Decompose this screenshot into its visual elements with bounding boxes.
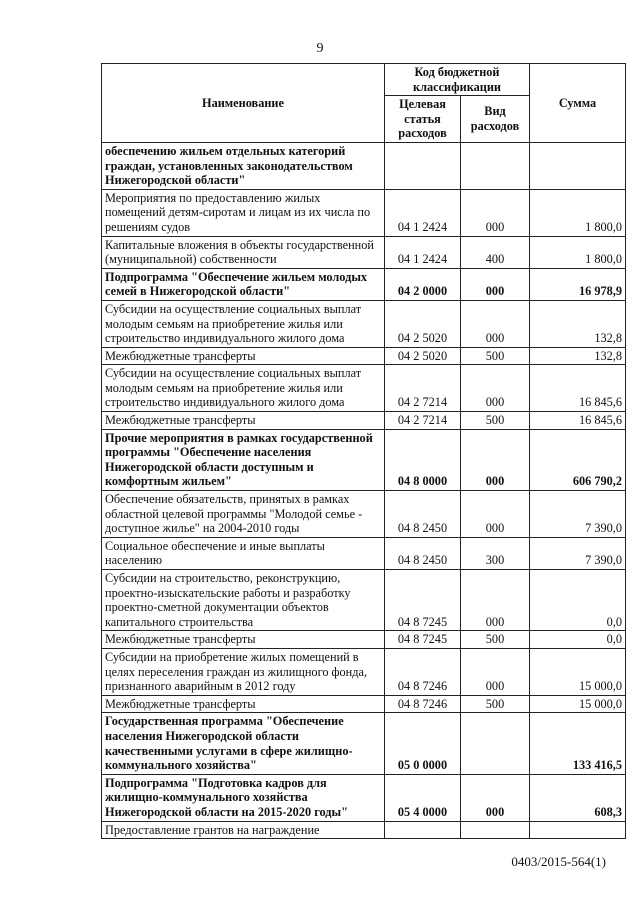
cell-name: Социальное обеспечение и иные выплаты населению — [102, 537, 385, 569]
cell-article: 04 8 7245 — [385, 570, 461, 631]
cell-type — [461, 142, 530, 189]
table-body — [102, 142, 626, 838]
cell-name: Субсидии на осуществление социальных выплат молодым семьям на приобретение жилья или строительство индивидуального жилого дома — [102, 300, 385, 347]
budget-table — [101, 63, 626, 839]
cell-name: Мероприятия по предоставлению жилых помещений детям-сиротам и лицам из их числа по решениям судов — [102, 189, 385, 236]
cell-type: 000 — [461, 189, 530, 236]
page-number: 9 — [316, 41, 324, 56]
cell-sum: 0,0 — [530, 570, 626, 631]
header-sum: Сумма — [530, 64, 626, 143]
table-row — [102, 429, 626, 490]
header-article: Целевая статья расходов — [385, 96, 461, 143]
cell-name: Межбюджетные трансферты — [102, 695, 385, 713]
cell-sum: 1 800,0 — [530, 189, 626, 236]
cell-type: 500 — [461, 695, 530, 713]
cell-article: 04 8 7246 — [385, 695, 461, 713]
table-row — [102, 412, 626, 430]
header-code-group: Код бюджетной классификации — [385, 64, 530, 96]
cell-name: Подпрограмма "Обеспечение жильем молодых семей в Нижегородской области" — [102, 268, 385, 300]
cell-article: 05 0 0000 — [385, 713, 461, 774]
cell-name: Субсидии на осуществление социальных выплат молодым семьям на приобретение жилья или строительство индивидуального жилого дома — [102, 365, 385, 412]
cell-sum: 16 845,6 — [530, 412, 626, 430]
table-row — [102, 713, 626, 774]
cell-sum: 16 978,9 — [530, 268, 626, 300]
cell-type — [461, 713, 530, 774]
cell-sum: 16 845,6 — [530, 365, 626, 412]
cell-name: Государственная программа "Обеспечение населения Нижегородской области качественными услугами в сфере жилищно-коммунального хозяйства" — [102, 713, 385, 774]
cell-sum: 133 416,5 — [530, 713, 626, 774]
table-row — [102, 268, 626, 300]
table-row — [102, 631, 626, 649]
cell-type — [461, 821, 530, 839]
cell-article: 04 8 7246 — [385, 648, 461, 695]
cell-name: Предоставление грантов на награждение — [102, 821, 385, 839]
cell-sum: 132,8 — [530, 347, 626, 365]
cell-name: Подпрограмма "Подготовка кадров для жилищно-коммунального хозяйства Нижегородской области на 2015-2020 годы" — [102, 774, 385, 821]
cell-sum: 606 790,2 — [530, 429, 626, 490]
cell-name: Субсидии на строительство, реконструкцию, проектно-изыскательские работы и разработку проектно-сметной документации объектов капитального строительства — [102, 570, 385, 631]
document-code: 0403/2015-564(1) — [511, 854, 606, 869]
cell-article — [385, 142, 461, 189]
cell-sum — [530, 821, 626, 839]
cell-sum: 15 000,0 — [530, 648, 626, 695]
cell-sum: 7 390,0 — [530, 491, 626, 538]
table-row — [102, 774, 626, 821]
cell-sum: 15 000,0 — [530, 695, 626, 713]
table-row — [102, 236, 626, 268]
cell-type: 000 — [461, 774, 530, 821]
cell-name: Межбюджетные трансферты — [102, 631, 385, 649]
cell-name: Субсидии на приобретение жилых помещений в целях переселения граждан из жилищного фонда, признанного аварийным в 2012 году — [102, 648, 385, 695]
cell-name: Межбюджетные трансферты — [102, 347, 385, 365]
table-row — [102, 365, 626, 412]
cell-article: 04 8 2450 — [385, 491, 461, 538]
cell-type: 000 — [461, 429, 530, 490]
table-row — [102, 695, 626, 713]
cell-article: 04 1 2424 — [385, 236, 461, 268]
cell-article: 04 1 2424 — [385, 189, 461, 236]
cell-article: 04 2 7214 — [385, 412, 461, 430]
table-row — [102, 300, 626, 347]
cell-type: 000 — [461, 570, 530, 631]
cell-type: 000 — [461, 491, 530, 538]
cell-sum: 1 800,0 — [530, 236, 626, 268]
cell-article: 04 2 5020 — [385, 347, 461, 365]
cell-article: 04 2 0000 — [385, 268, 461, 300]
table-row — [102, 537, 626, 569]
cell-article — [385, 821, 461, 839]
cell-type: 500 — [461, 631, 530, 649]
cell-type: 500 — [461, 347, 530, 365]
header-name: Наименование — [102, 64, 385, 143]
table-row — [102, 648, 626, 695]
cell-type: 000 — [461, 648, 530, 695]
cell-type: 300 — [461, 537, 530, 569]
cell-article: 04 8 2450 — [385, 537, 461, 569]
cell-sum: 7 390,0 — [530, 537, 626, 569]
cell-sum — [530, 142, 626, 189]
header-type: Вид расходов — [461, 96, 530, 143]
cell-type: 000 — [461, 365, 530, 412]
cell-sum: 608,3 — [530, 774, 626, 821]
cell-sum: 132,8 — [530, 300, 626, 347]
cell-article: 04 2 5020 — [385, 300, 461, 347]
cell-article: 04 8 0000 — [385, 429, 461, 490]
cell-name: Межбюджетные трансферты — [102, 412, 385, 430]
cell-type: 000 — [461, 268, 530, 300]
cell-article: 04 2 7214 — [385, 365, 461, 412]
cell-name: Обеспечение обязательств, принятых в рамках областной целевой программы "Молодой семье - доступное жилье" на 2004-2010 годы — [102, 491, 385, 538]
table-row — [102, 570, 626, 631]
cell-article: 05 4 0000 — [385, 774, 461, 821]
table-row — [102, 491, 626, 538]
cell-name: обеспечению жильем отдельных категорий граждан, установленных законодательством Нижегородской области" — [102, 142, 385, 189]
cell-type: 500 — [461, 412, 530, 430]
cell-type: 400 — [461, 236, 530, 268]
cell-name: Прочие мероприятия в рамках государственной программы "Обеспечение населения Нижегородской области доступным и комфортным жильем" — [102, 429, 385, 490]
table-row — [102, 189, 626, 236]
table-row — [102, 142, 626, 189]
table-row — [102, 821, 626, 839]
cell-sum: 0,0 — [530, 631, 626, 649]
table-header — [102, 64, 626, 143]
table-row — [102, 347, 626, 365]
cell-name: Капитальные вложения в объекты государственной (муниципальной) собственности — [102, 236, 385, 268]
cell-article: 04 8 7245 — [385, 631, 461, 649]
cell-type: 000 — [461, 300, 530, 347]
